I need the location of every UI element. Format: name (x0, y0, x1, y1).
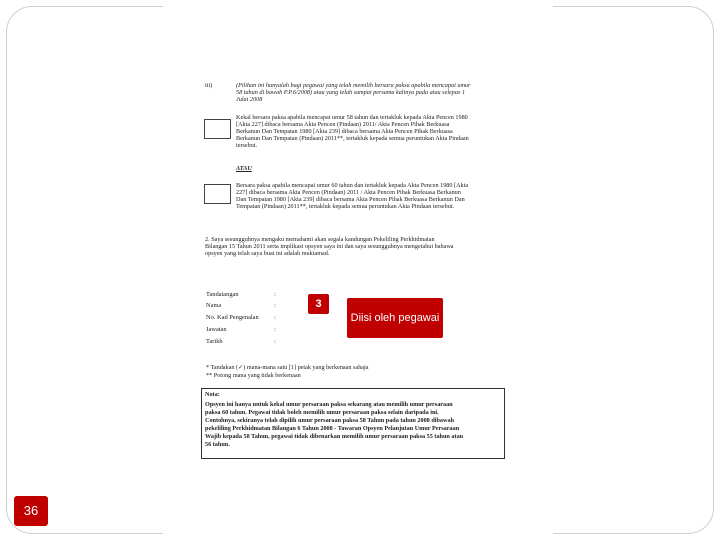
option2-line1: Bersara paksa apabila mencapai umur 60 tahun dan tertakluk kepada Akta Pencen 1980 [Akta (236, 182, 469, 189)
item-iii-line2: 58 tahun di bawah P.P.6/2008) atau yang telah sampai persama kalinya pada atau selepas 1 (236, 89, 466, 96)
field-position-label: Jawatan (206, 326, 227, 333)
scanned-document (163, 0, 553, 540)
option1-line5: tersebut. (236, 142, 258, 149)
option1-checkbox[interactable] (204, 119, 231, 139)
footnote-1: * Tandakan (✓) mana-mana satu [1] petak yang berkenaan sahaja (206, 364, 369, 371)
note-title: Nota: (205, 391, 220, 398)
note-line6: 56 tahun. (205, 441, 230, 448)
field-ic-label: No. Kad Pengenalan (206, 314, 259, 321)
option1-line1: Kekal bersara paksa apabila mencapai umur 58 tahun dan tertakluk kepada Akta Pencen 1980 (236, 114, 468, 121)
field-signature-label: Tandatangan (206, 291, 239, 298)
option1-line3: Berkanun Dan Tempatan 1980 [Akta 239] dibaca bersama Akta Pencen Pihak Berkuasa (236, 128, 453, 135)
step-number-badge: 3 (308, 294, 329, 314)
field-position-colon: : (274, 326, 276, 333)
field-date-label: Tarikh (206, 338, 223, 345)
field-signature-colon: : (274, 291, 276, 298)
item-iii-label: iii) (205, 82, 213, 89)
para2-line3: opsyen yang telah saya buat ini adalah muktamad. (205, 250, 330, 257)
note-line1: Opsyen ini hanya untuk kekal umur persaraan paksa sekarang atau memilih umur persaraan (205, 401, 453, 408)
field-ic-colon: : (274, 314, 276, 321)
note-line4: pekeliling Perkhidmatan Bilangan 6 Tahun 2008 - Tawaran Opsyen Pelanjutan Umur Persaraan (205, 425, 460, 432)
page-number-badge: 36 (14, 496, 48, 526)
option2-checkbox[interactable] (204, 184, 231, 204)
item-iii-line1: (Pilihan ini hanyalah bagi pegawai yang telah memilih bersara paksa apabila mencapai umur (236, 82, 471, 89)
note-line5: Wajib kepada 58 Tahun, pegawai tidak dibenarkan memilih umur persaraan paksa 55 tahun atau (205, 433, 464, 440)
option1-line4: Berkanun Dan Tempatan (Pindaan) 2011**, tertakluk kepada semua peruntukan Akta Pindaan (236, 135, 469, 142)
para2-line1: 2. Saya sesungguhnya mengaku memahami akan segala kandungan Pekeliling Perkhidmatan (205, 236, 435, 243)
para2-line2: Bilangan 15 Tahun 2011 serta implikasi opsyen saya ini dan saya sesungguhnya mengetahui bahawa (205, 243, 454, 250)
option2-line2: 227] dibaca bersama Akta Pencen (Pindaan) 2011 / Akta Pencen Pihak Berkuasa Berkanun (236, 189, 461, 196)
field-date-colon: : (274, 338, 276, 345)
atau-label: ATAU (236, 165, 252, 172)
option2-line4: Tempatan (Pindaan) 2011**, tertakluk kepada semua peruntukan Akta Pindaan tersebut. (236, 203, 455, 210)
option1-line2: [Akta 227] dibaca bersama Akta Pencen (Pindaan) 2011/ Akta Pencen Pihak Berkuasa (236, 121, 450, 128)
filled-by-callout (347, 298, 443, 338)
item-iii-line3: Julai 2008 (236, 96, 263, 103)
footnote-2: ** Potong mana yang tidak berkenaan (206, 372, 301, 379)
note-line2: paksa 60 tahun. Pegawai tidak boleh memilih umur persaraan paksa selain daripada ini. (205, 409, 439, 416)
field-name-label: Nama (206, 302, 222, 309)
note-line3: Contohnya, sekiranya telah dipilih umur persaraan paksa 58 Tahun pada tahun 2008 dibawah (205, 417, 455, 424)
field-name-colon: : (274, 302, 276, 309)
filled-by-text: Diisi oleh pegawai (350, 312, 440, 324)
option2-line3: Dan Tempatan 1980 [Akta 239] dibaca bersama Akta Pencen Pihak Berkuasa Berkanun Dan (236, 196, 465, 203)
